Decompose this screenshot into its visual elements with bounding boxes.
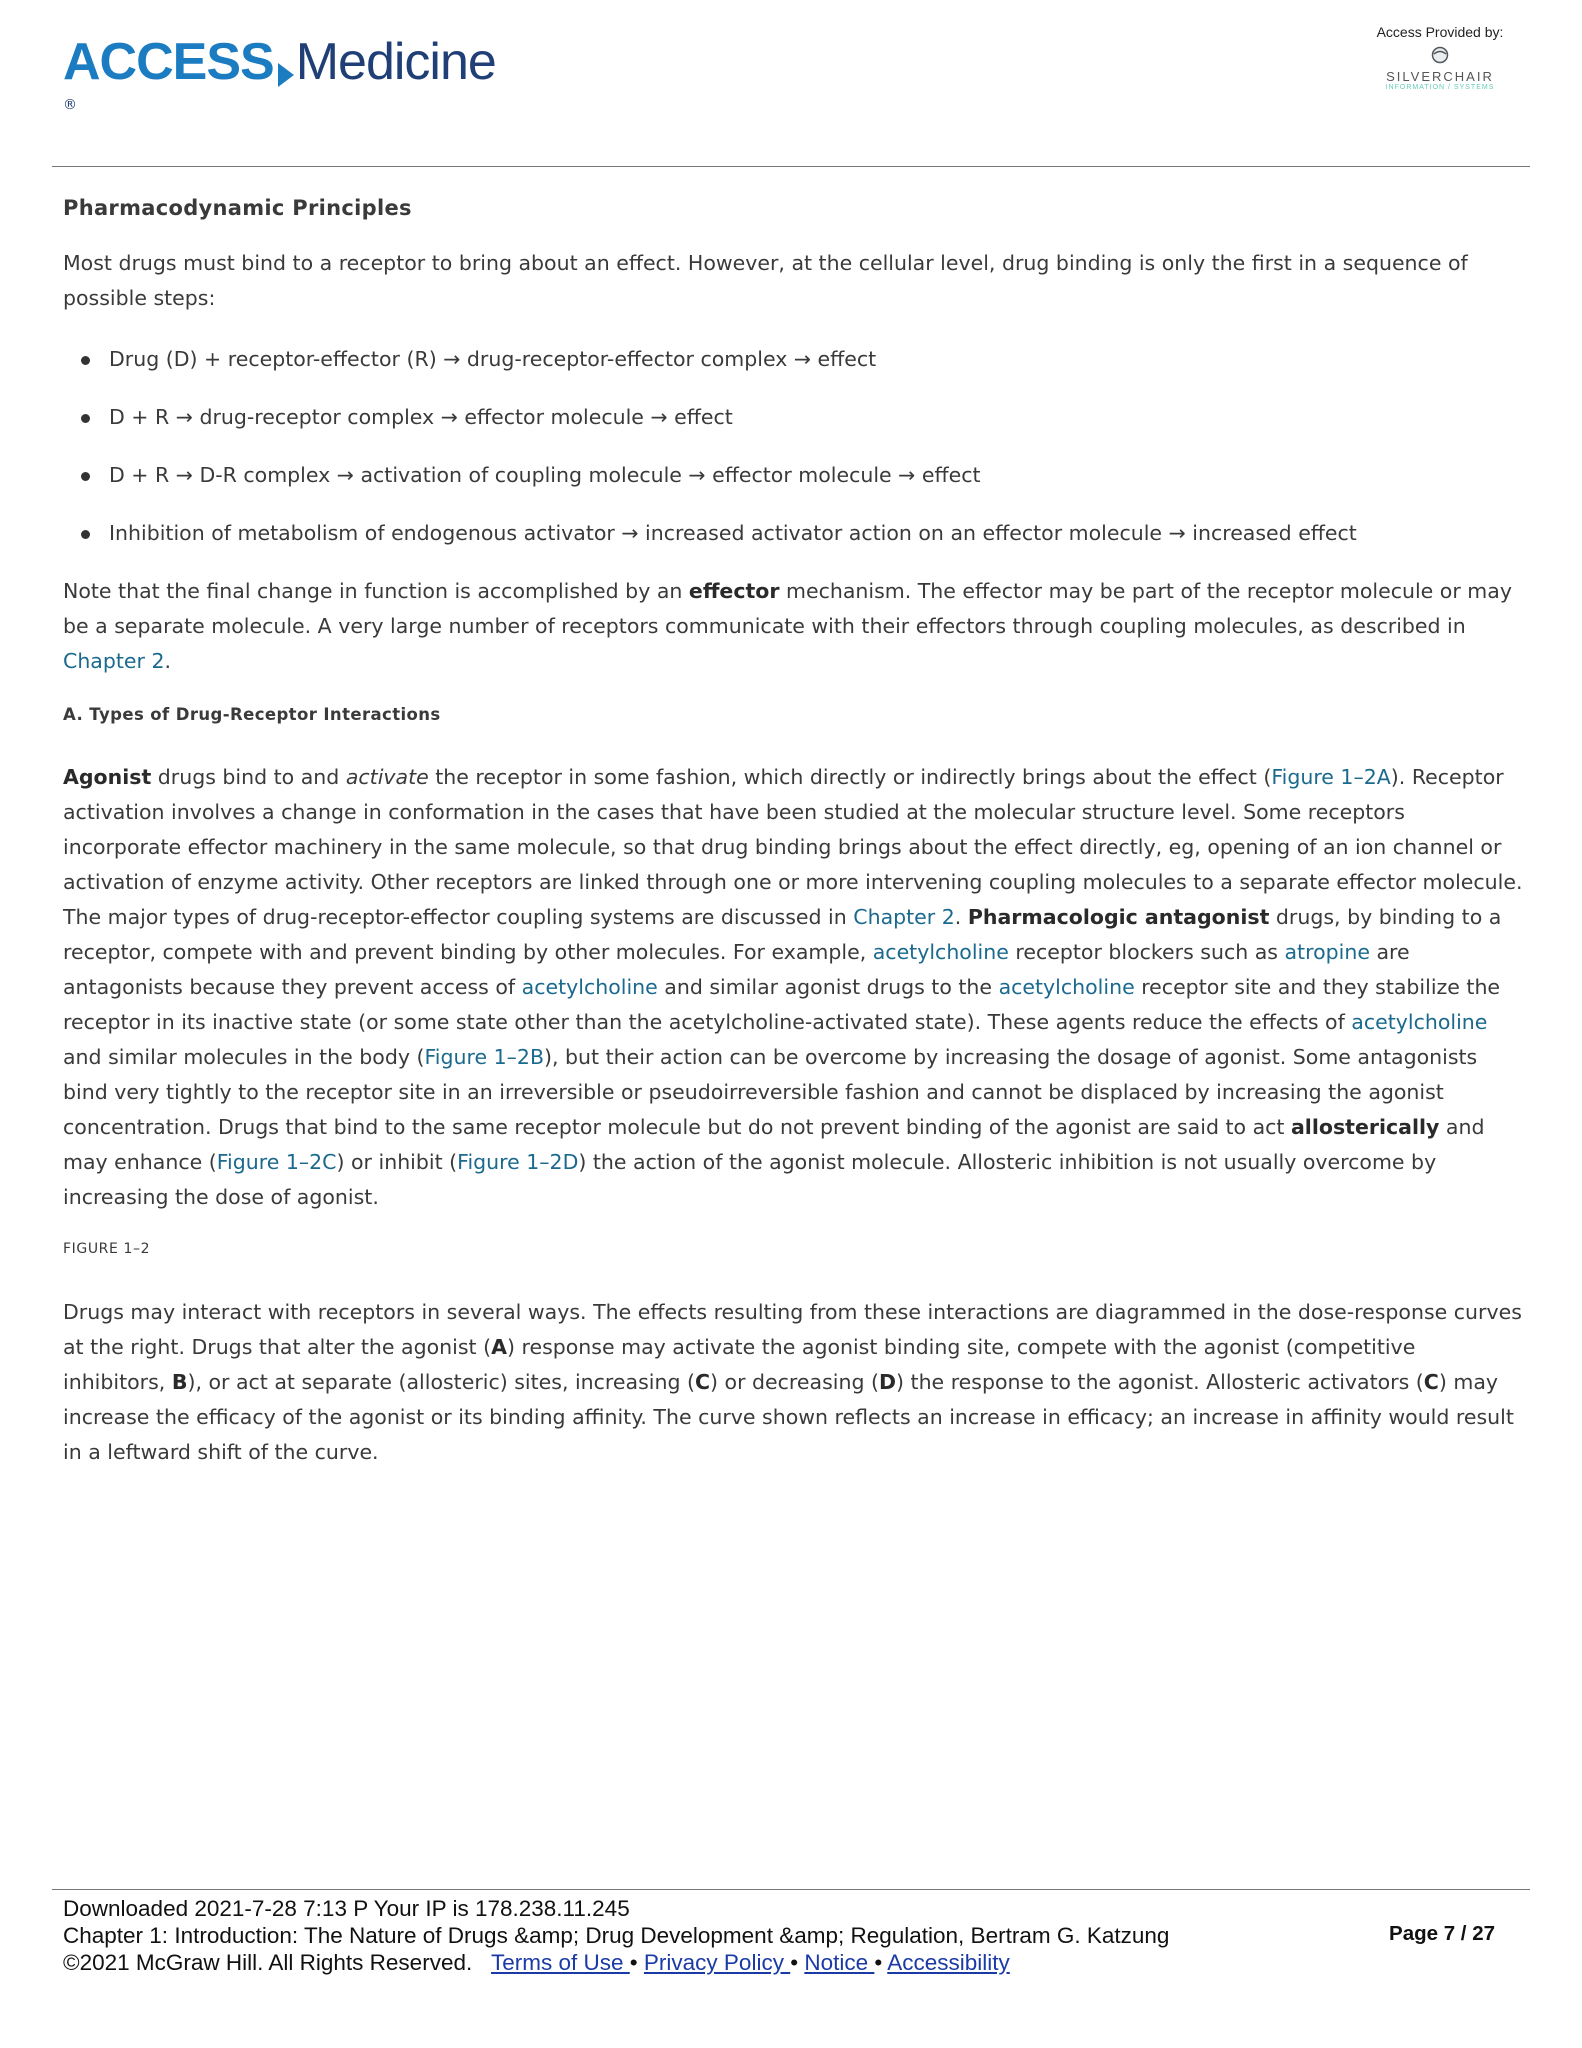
text-run: ) the response to the agonist. Allosteric activators ( bbox=[896, 1370, 1424, 1394]
text-run: are antagonists because they prevent access of bbox=[63, 940, 1410, 999]
text-run: Drugs may interact with receptors in several ways. The effects resulting from these interactions are diagrammed in the dose-response curves at the right. Drugs that alter the agonist ( bbox=[63, 1300, 1522, 1359]
download-info: Downloaded 2021-7-28 7:13 P Your IP is 178.238.11.245 bbox=[63, 1896, 630, 1921]
list-item bbox=[63, 516, 1523, 551]
text-run: ), or act at separate (allosteric) sites, increasing ( bbox=[187, 1370, 695, 1394]
bullet-icon bbox=[81, 414, 90, 423]
link-chapter-2[interactable]: Chapter 2 bbox=[63, 649, 165, 673]
list-item-text: Inhibition of metabolism of endogenous activator → increased activator action on an effector molecule → increased effect bbox=[109, 521, 1357, 545]
notice-link[interactable]: Notice bbox=[804, 1950, 875, 1975]
logo-arrow-icon bbox=[278, 63, 294, 87]
steps-list bbox=[63, 342, 1523, 551]
interactions-paragraph bbox=[63, 760, 1523, 1215]
text-run: drugs bind to and bbox=[151, 765, 346, 789]
footer-divider bbox=[52, 1889, 1530, 1890]
accessibility-link[interactable]: Accessibility bbox=[887, 1950, 1010, 1975]
bold-term-effector: effector bbox=[688, 579, 780, 603]
list-item-text: D + R → D-R complex → activation of coupling molecule → effector molecule → effect bbox=[109, 463, 981, 487]
chapter-citation: Chapter 1: Introduction: The Nature of Drugs &amp; Drug Development &amp; Regulation, Bertram G. Katzung bbox=[63, 1923, 1170, 1948]
list-item-text: D + R → drug-receptor complex → effector molecule → effect bbox=[109, 405, 733, 429]
access-provider bbox=[1360, 24, 1520, 91]
list-item-text: Drug (D) + receptor-effector (R) → drug-receptor-effector complex → effect bbox=[109, 347, 877, 371]
header-divider bbox=[52, 166, 1530, 167]
provider-subtitle: INFORMATION / SYSTEMS bbox=[1385, 84, 1495, 91]
list-item bbox=[63, 342, 1523, 377]
bold-term-antagonist: Pharmacologic antagonist bbox=[967, 905, 1270, 929]
bold-letter-b: B bbox=[171, 1370, 188, 1394]
link-figure-1-2d[interactable]: Figure 1–2D bbox=[457, 1150, 579, 1174]
text-run: ) response may activate the agonist binding site, compete with the agonist (competitive inhibitors, bbox=[63, 1335, 1416, 1394]
bold-letter-a: A bbox=[491, 1335, 507, 1359]
figure-label: FIGURE 1–2 bbox=[63, 1241, 151, 1257]
bullet-icon bbox=[81, 472, 90, 481]
text-run: ) or decreasing ( bbox=[710, 1370, 879, 1394]
main-content bbox=[63, 196, 1523, 1496]
link-figure-1-2b[interactable]: Figure 1–2B bbox=[424, 1045, 545, 1069]
bullet-icon bbox=[81, 356, 90, 365]
list-item bbox=[63, 458, 1523, 493]
bold-term-allosterically: allosterically bbox=[1290, 1115, 1440, 1139]
page-number: Page 7 / 27 bbox=[1389, 1922, 1495, 1945]
subsection-heading: A. Types of Drug-Receptor Interactions bbox=[63, 705, 441, 724]
bullet-icon bbox=[81, 530, 90, 539]
text-run: mechanism. The effector may be part of the receptor molecule or may be a separate molecule. A very large number of receptors communicate with their effectors through coupling molecules, as described in bbox=[63, 579, 1512, 638]
registered-mark: ® bbox=[63, 97, 77, 113]
text-run: . bbox=[954, 905, 968, 929]
copyright-text: ©2021 McGraw Hill. All Rights Reserved. bbox=[63, 1950, 473, 1975]
bold-term-agonist: Agonist bbox=[63, 765, 152, 789]
separator: • bbox=[629, 1950, 644, 1975]
text-run: the receptor in some fashion, which directly or indirectly brings about the effect ( bbox=[428, 765, 1272, 789]
list-item bbox=[63, 400, 1523, 435]
link-figure-1-2c[interactable]: Figure 1–2C bbox=[216, 1150, 337, 1174]
text-run: ) the action of the agonist molecule. Allosteric inhibition is not usually overcome by increasing the dose of agonist. bbox=[63, 1150, 1437, 1209]
terms-of-use-link[interactable]: Terms of Use bbox=[490, 1950, 630, 1975]
separator: • bbox=[790, 1950, 805, 1975]
section-title: Pharmacodynamic Principles bbox=[63, 196, 412, 220]
access-provided-label: Access Provided by: bbox=[1376, 24, 1504, 40]
text-run: and may enhance ( bbox=[63, 1115, 1485, 1174]
italic-term-activate: activate bbox=[345, 765, 429, 789]
text-run: ). Receptor activation involves a change in conformation in the cases that have been studied at the molecular structure level. Some receptors incorporate effector machinery in the same molecule, so that drug binding brings about the effect directly, eg, opening of an ion channel or activation of enzyme activity. Other receptors are linked through one or more intervening coupling molecules to a separate effector molecule. The major types of drug-receptor-effector coupling systems are discussed in bbox=[63, 765, 1523, 929]
link-acetylcholine[interactable]: acetylcholine bbox=[872, 940, 1009, 964]
separator: • bbox=[874, 1950, 888, 1975]
silverchair-logo-icon bbox=[1360, 46, 1520, 67]
text-run: receptor blockers such as bbox=[1008, 940, 1285, 964]
link-chapter-2[interactable]: Chapter 2 bbox=[853, 905, 955, 929]
text-run: receptor site and they stabilize the receptor in its inactive state (or some state other than the acetylcholine-activated state). These agents reduce the effects of bbox=[63, 975, 1501, 1034]
bold-letter-d: D bbox=[878, 1370, 897, 1394]
text-run: ), but their action can be overcome by increasing the dosage of agonist. Some antagonists bind very tightly to the receptor site in an irreversible or pseudoirreversible fashion and cannot be displaced by increasing the agonist concentration. Drugs that bind to the same receptor molecule but do not prevent binding of the agonist are said to act bbox=[63, 1045, 1478, 1139]
text-run: . bbox=[164, 649, 172, 673]
text-run: ) may increase the efficacy of the agonist or its binding affinity. The curve shown reflects an increase in efficacy; an increase in affinity would result in a leftward shift of the curve. bbox=[63, 1370, 1514, 1464]
link-acetylcholine[interactable]: acetylcholine bbox=[1351, 1010, 1488, 1034]
logo-medicine-text: Medicine bbox=[295, 33, 496, 91]
provider-name: SILVERCHAIR bbox=[1386, 69, 1494, 84]
privacy-policy-link[interactable]: Privacy Policy bbox=[643, 1950, 791, 1975]
text-run: drugs, by binding to a receptor, compete with and prevent binding by other molecules. For example, bbox=[63, 905, 1502, 964]
effector-note-paragraph bbox=[63, 574, 1523, 679]
text-run: ) or inhibit ( bbox=[336, 1150, 458, 1174]
text-run: Note that the final change in function is accomplished by an bbox=[63, 579, 689, 603]
bold-letter-c: C bbox=[1423, 1370, 1439, 1394]
link-acetylcholine[interactable]: acetylcholine bbox=[998, 975, 1135, 999]
link-figure-1-2a[interactable]: Figure 1–2A bbox=[1271, 765, 1391, 789]
text-run: and similar agonist drugs to the bbox=[657, 975, 999, 999]
figure-caption bbox=[63, 1295, 1523, 1470]
link-acetylcholine[interactable]: acetylcholine bbox=[521, 975, 658, 999]
copyright-line bbox=[63, 1949, 1169, 1976]
logo-access-text: ACCESS bbox=[63, 33, 274, 91]
intro-paragraph: Most drugs must bind to a receptor to bring about an effect. However, at the cellular level, drug binding is only the first in a sequence of possible steps: bbox=[63, 251, 1468, 310]
link-atropine[interactable]: atropine bbox=[1284, 940, 1370, 964]
bold-letter-c: C bbox=[694, 1370, 711, 1394]
page-footer bbox=[63, 1895, 1169, 1976]
accessmedicine-logo[interactable] bbox=[63, 30, 503, 113]
text-run: and similar molecules in the body ( bbox=[63, 1045, 425, 1069]
